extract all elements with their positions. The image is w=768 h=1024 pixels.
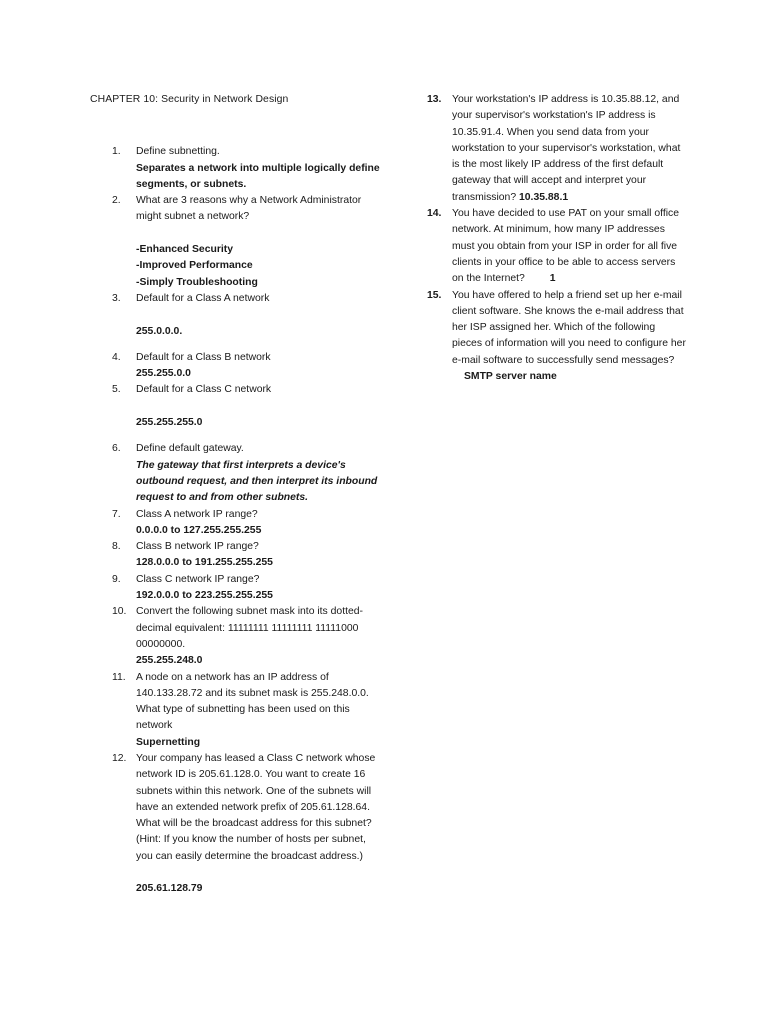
answer-text: 205.61.128.79 (136, 883, 203, 895)
question-1 (90, 144, 380, 193)
question-number: 14. (427, 208, 442, 220)
left-column (90, 92, 380, 898)
answer-text: -Simply Troubleshooting (136, 276, 258, 288)
answer-text: 10.35.88.1 (519, 191, 569, 203)
question-3 (90, 291, 380, 340)
question-text: Class C network IP range? (136, 573, 260, 585)
question-text: You have decided to use PAT on your small office network. At minimum, how many IP addresses must you obtain from your ISP in order for all five clients in your office to be able to access servers on the Internet? (452, 208, 680, 285)
answer-text: 255.0.0.0. (136, 325, 183, 337)
answer-text: Supernetting (136, 736, 201, 748)
question-text: Default for a Class C network (136, 384, 272, 396)
question-number: 3. (112, 292, 121, 304)
question-number: 6. (112, 443, 121, 455)
question-number: 8. (112, 541, 121, 553)
question-text: What are 3 reasons why a Network Administrator might subnet a network? (136, 195, 362, 223)
answer-text: The gateway that first interprets a device's outbound request, and then interpret its inbound request to and from other subnets. (136, 459, 378, 504)
question-text: Define default gateway. (136, 443, 244, 455)
question-text: Your company has leased a Class C network whose network ID is 205.61.128.0. You want to create 16 subnets within this network. One of the subnets will have an extended network prefix of 205.61.128.64. What will be the broadcast address for this subnet? (Hint: If you know the number of hosts per subnet, you can easily determine the broadcast address.) (136, 752, 376, 862)
question-text: You have offered to help a friend set up her e-mail client software. She knows the e-mail address that her ISP assigned her. Which of the following pieces of information will you need to configure her e-mail software to successfully send messages? (452, 289, 686, 366)
answer-text: 0.0.0.0 to 127.255.255.255 (136, 524, 262, 536)
answer-text: 255.255.248.0 (136, 655, 203, 667)
question-9 (90, 572, 380, 605)
question-number: 15. (427, 289, 442, 301)
question-text: Class A network IP range? (136, 508, 258, 520)
question-text: Convert the following subnet mask into its dotted-decimal equivalent: 11111111 11111111 11111000 00000000. (136, 606, 363, 650)
question-number: 11. (112, 671, 126, 683)
question-text: Default for a Class A network (136, 292, 270, 304)
question-2 (90, 193, 380, 291)
question-13 (427, 92, 687, 206)
question-5 (90, 382, 380, 431)
answer-text: -Improved Performance (136, 260, 253, 272)
answer-text: 1 (549, 273, 556, 285)
question-8 (90, 539, 380, 572)
answer-text: Separates a network into multiple logically define segments, or subnets. (136, 162, 380, 190)
question-number: 1. (112, 146, 121, 158)
answer-text: SMTP server name (464, 371, 557, 383)
question-11 (90, 670, 380, 751)
question-14 (427, 206, 687, 287)
question-text: Your workstation's IP address is 10.35.88.12, and your supervisor's workstation's IP address is 10.35.91.4. When you send data from your workstation to your supervisor's workstation, what is the most likely IP address of the first default gateway that will accept and interpret your transmission? (452, 94, 681, 203)
question-text: Define subnetting. (136, 146, 220, 158)
answer-text: 192.0.0.0 to 223.255.255.255 (136, 590, 273, 602)
question-text: Class B network IP range? (136, 541, 259, 553)
right-column (427, 92, 687, 385)
question-number: 9. (112, 573, 121, 585)
answer-text: 255.255.255.0 (136, 417, 203, 429)
question-number: 5. (112, 384, 121, 396)
question-15 (427, 288, 687, 386)
question-4 (90, 350, 380, 383)
answer-text: 255.255.0.0 (136, 368, 191, 380)
answer-text: -Enhanced Security (136, 244, 234, 256)
question-number: 4. (112, 351, 121, 363)
question-text: Default for a Class B network (136, 351, 271, 363)
question-text: A node on a network has an IP address of 140.133.28.72 and its subnet mask is 255.248.0.0. What type of subnetting has been used on this network (136, 671, 369, 732)
question-7 (90, 507, 380, 540)
answer-text: 128.0.0.0 to 191.255.255.255 (136, 557, 273, 569)
question-12 (90, 751, 380, 898)
question-10 (90, 604, 380, 669)
question-number: 2. (112, 195, 121, 207)
question-number: 10. (112, 606, 127, 618)
page-title: CHAPTER 10: Security in Network Design (90, 94, 289, 105)
question-number: 7. (112, 508, 121, 520)
question-6 (90, 441, 380, 506)
question-number: 13. (427, 94, 442, 105)
question-number: 12. (112, 752, 127, 764)
